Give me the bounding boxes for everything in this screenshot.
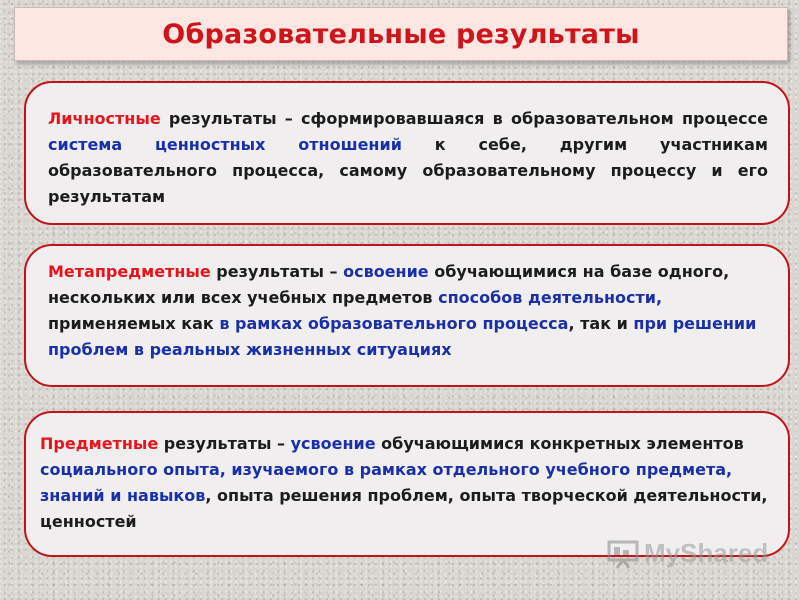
page-title: Образовательные результаты xyxy=(162,18,640,50)
subject-results-text: Предметные результаты – усвоение обучающимися конкретных элементов социального опыта, изучаемого в рамках отдельного учебного предмета, знаний и навыков, опыта решения проблем, опыта творческой деятельности, ценностей xyxy=(40,434,768,531)
metasubject-results-card xyxy=(24,244,790,387)
subject-results-card xyxy=(24,411,790,557)
highlight-values-system: система ценностных отношений xyxy=(48,135,402,154)
term-subject: Предметные xyxy=(40,434,159,453)
title-banner xyxy=(14,7,788,61)
personal-results-card xyxy=(24,81,790,225)
term-personal: Личностные xyxy=(48,109,161,128)
watermark-text: MyShared xyxy=(644,538,769,568)
term-metasubject: Метапредметные xyxy=(48,262,211,281)
watermark xyxy=(606,538,768,569)
metasubject-results-text: Метапредметные результаты – освоение обучающимися на базе одного, нескольких или всех учебных предметов способов деятельности, применяемых как в рамках образовательного процесса, так и при решении проблем в реальных жизненных ситуациях xyxy=(48,262,757,359)
personal-results-text: Личностные результаты – сформировавшаяся в образовательном процессе система ценностных отношений к себе, другим участникам образовательного процесса, самому образовательному процессу и его результатам xyxy=(48,109,769,206)
presentation-board-icon xyxy=(606,539,642,569)
